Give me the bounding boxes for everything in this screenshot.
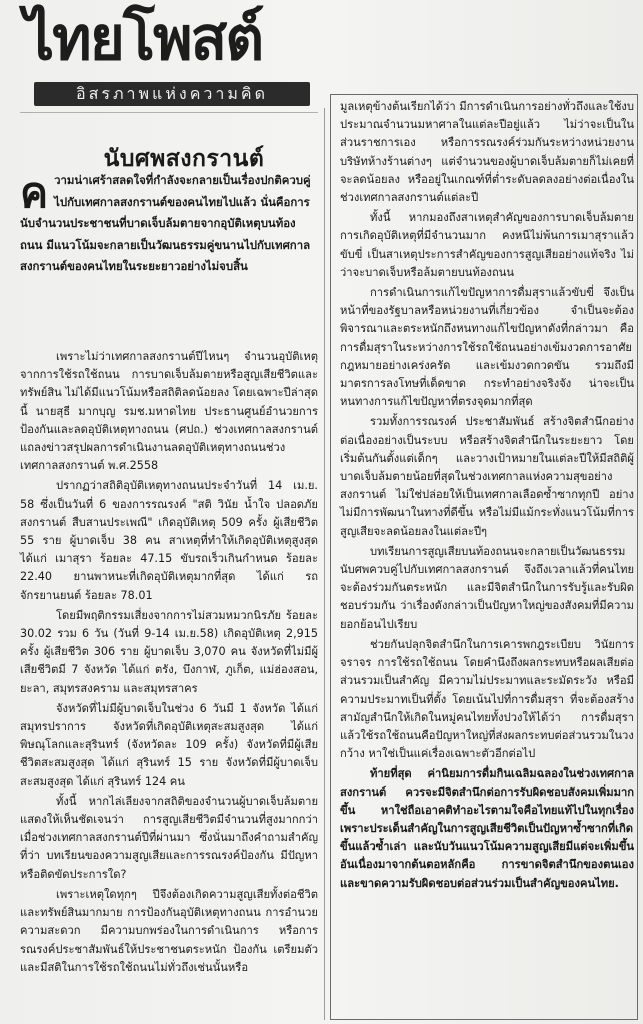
left-paragraph: ปรากฏว่าสถิติอุบัติเหตุทางถนนประจำวันที่ 14 เม.ย. 58 ซึ่งเป็นวันที่ 6 ของการรณรงค์ "สติ วินัย น้ำใจ ปลอดภัยสงกรานต์ สืบสานประเพณี" เกิดอุบัติเหตุ 509 ครั้ง ผู้เสียชีวิต 55 ราย ผู้บาดเจ็บ 38 คน สาเหตุที่ทำให้เกิดอุบัติเหตุสูงสุด ได้แก่ เมาสุรา ร้อยละ 47.15 ขับรถเร็วเกินกำหนด ร้อยละ 22.40 ยานพาหนะที่เกิดอุบัติเหตุมากที่สุด ได้แก่ รถจักรยานยนต์ ร้อยละ 78.01 bbox=[20, 479, 318, 602]
newspaper-logo: ไทยโพสต์ bbox=[24, 4, 263, 74]
right-paragraph: การดำเนินการแก้ไขปัญหาการดื่มสุราแล้วขับขี่ จึงเป็นหน้าที่ของรัฐบาลหรือหน่วยงานที่เกี่ยวข้อง จำเป็นจะต้องพิจารณาและตระหนักถึงหนทางแก้ไขปัญหาดังที่กล่าวมา คือการดื่มสุราในระหว่างการใช้รถใช้ถนนอย่างเข้มงวดการอาศัยกฎหมายอย่างเคร่งครัด และเข้มงวดกวดขัน รวมถึงมีมาตรการลงโทษที่เด็ดขาด กระทำอย่างจริงจัง น่าจะเป็นหนทางการแก้ไขปัญหาที่ตรงจุดมากที่สุด bbox=[340, 286, 634, 409]
left-paragraph: โดยมีพฤติกรรมเสี่ยงจากการไม่สวมหมวกนิรภัย ร้อยละ 30.02 รวม 6 วัน (วันที่ 9-14 เม.ย.58) เกิดอุบัติเหตุ 2,915 ครั้ง ผู้เสียชีวิต 306 ราย ผู้บาดเจ็บ 3,070 คน จังหวัดที่ไม่มีผู้เสียชีวิตมี 7 จังหวัด ได้แก่ ตรัง, บึงกาฬ, ภูเก็ต, แม่ฮ่องสอน, ยะลา, สมุทรสงคราม และสมุทรสาคร bbox=[20, 608, 318, 695]
left-paragraph: เพราะไม่ว่าเทศกาลสงกรานต์ปีไหนๆ จำนวนอุบัติเหตุจากการใช้รถใช้ถนน การบาดเจ็บล้มตายหรือสูญเสียชีวิตและทรัพย์สิน ไม่ได้มีแนวโน้มหรือสถิติลดน้อยลง โดยเฉพาะปีล่าสุดนี้ นายสุธี มากบุญ รมช.มหาดไทย ประธานศูนย์อำนวยการป้องกันและลดอุบัติเหตุทางถนน (ศปถ.) ช่วงเทศกาลสงกรานต์ แถลงข่าวสรุปผลการดำเนินงานลดอุบัติเหตุทางถนนช่วงเทศกาลสงกรานต์ พ.ศ.2558 bbox=[20, 350, 318, 473]
masthead bbox=[18, 4, 308, 106]
masthead-rule bbox=[20, 112, 318, 113]
left-paragraph: ทั้งนี้ หากไล่เลียงจากสถิติของจำนวนผู้บาดเจ็บล้มตาย แสดงให้เห็นชัดเจนว่า การสูญเสียชีวิตมีจำนวนที่สูงมากกว่าเมื่อช่วงเทศกาลสงกรานต์ปีที่ผ่านมา ซึ่งนั่นมาถึงคำถามสำคัญที่ว่า บทเรียนของความสูญเสียและการรณรงค์ป้องกัน มีปัญหาหรือติดขัดประการใด? bbox=[20, 794, 318, 881]
right-paragraph-conclusion: ท้ายที่สุด ค่านิยมการดื่มกินเฉลิมฉลองในช่วงเทศกาลสงกรานต์ ควรจะมีจิตสำนึกต่อการรับผิดชอบสังคมเพิ่มมากขึ้น หาใช่ถือเอาคติทำอะไรตามใจคือไทยแท้ไปในทุกเรื่อง เพราะประเด็นสำคัญในการสูญเสียชีวิตเป็นปัญหาซ้ำซากที่เกิดขึ้นแล้วซ้ำเล่า และนับวันแนวโน้มความสูญเสียมีแต่จะเพิ่มขึ้น อันเนื่องมาจากต้นตอหลักคือ การขาดจิตสำนึกของตนเอง และขาดความรับผิดชอบต่อส่วนร่วมเป็นสำคัญของคนไทย. bbox=[340, 767, 634, 890]
drop-cap: ค bbox=[20, 168, 49, 217]
left-column-body bbox=[20, 348, 318, 979]
right-column-body bbox=[340, 98, 634, 895]
left-paragraph: เพราะเหตุใดทุกๆ ปีจึงต้องเกิดความสูญเสียทั้งต่อชีวิตและทรัพย์สินมากมาย การป้องกันอุบัติเหตุทางถนน การอำนวยความสะดวก มีความบกพร่องในการดำเนินการ หรือการรณรงค์ประชาสัมพันธ์ให้ประชาชนตระหนัก ป้องกัน เตรียมตัว และมีสติในการใช้รถใช้ถนนไม่ทั่วถึงเช่นนั้นหรือ bbox=[20, 887, 318, 974]
lead-text: วามน่าเศร้าสลดใจที่กำลังจะกลายเป็นเรื่องปกติควบคู่ไปกับเทศกาลสงกรานต์ของคนไทยไปแล้ว นั่นคือการนับจำนวนประชาชนที่บาดเจ็บล้มตายจากอุบัติเหตุบนท้องถนน มีแนวโน้มจะกลายเป็นวัฒนธรรมคู่ขนานไปกับเทศกาลสงกรานต์ของคนไทยในระยะยาวอย่างไม่จบสิ้น bbox=[20, 173, 311, 273]
editorial-lead bbox=[20, 170, 318, 278]
right-paragraph: ช่วยกันปลุกจิตสำนึกในการเคารพกฎระเบียบ วินัยการจราจร การใช้รถใช้ถนน โดยคำนึงถึงผลกระทบหรือผลเสียต่อส่วนรวมเป็นสำคัญ มีความไม่ประมาทและระมัดระวัง หรือมีความประมาทเป็นที่ตั้ง โดยเน้นไปที่การดื่มสุรา ที่จะต้องสร้างสามัญสำนึกให้เกิดในหมู่คนไทยทั้งปวงให้ได้ว่า การดื่มสุราแล้วใช้รถใช้ถนนคือปัญหาใหญ่ที่ส่งผลกระทบต่อส่วนรวมในวงกว้าง หาใช่เป็นแค่เรื่องเฉพาะตัวอีกต่อไป bbox=[340, 637, 634, 761]
right-paragraph: มูลเหตุข้างต้นเรียกได้ว่า มีการดำเนินการอย่างทั่วถึงและใช้งบประมาณจำนวนมหาศาลในแต่ละปีอยู่แล้ว ไม่ว่าจะเป็นในส่วนราชการเอง หรือการรณรงค์ร่วมกันระหว่างหน่วยงานบริษัทห้างร้านต่างๆ แต่จำนวนของผู้บาดเจ็บล้มตายก็ไม่เคยที่จะลดน้อยลง หรืออยู่ในเกณฑ์ที่ต่ำระดับลดลงอย่างต่อเนื่องในช่วงเทศกาลสงกรานต์แต่ละปี bbox=[340, 100, 634, 205]
right-paragraph: บทเรียนการสูญเสียบนท้องถนนจะกลายเป็นวัฒนธรรมนับศพควบคู่ไปกับเทศกาลสงกรานต์ จึงถึงเวลาแล้วที่คนไทยจะต้องร่วมกันตระหนัก และมีจิตสำนึกในการรับรู้และรับผิดชอบร่วมกัน ว่าเรื่องดังกล่าวเป็นปัญหาใหญ่ของสังคมที่มีความยอกย้อนไปเรียบ bbox=[340, 544, 634, 631]
left-paragraph: จังหวัดที่ไม่มีผู้บาดเจ็บในช่วง 6 วันมี 1 จังหวัด ได้แก่ สมุทรปราการ จังหวัดที่เกิดอุบัติเหตุสะสมสูงสุด ได้แก่ พิษณุโลกและสุรินทร์ (จังหวัดละ 109 ครั้ง) จังหวัดที่มีผู้เสียชีวิตสะสมสูงสุด ได้แก่ สุรินทร์ 15 ราย จังหวัดที่มีผู้บาดเจ็บสะสมสูงสุด ได้แก่ สุรินทร์ 124 คน bbox=[20, 701, 318, 788]
right-paragraph: ทั้งนี้ หากมองถึงสาเหตุสำคัญของการบาดเจ็บล้มตาย การเกิดอุบัติเหตุที่มีจำนวนมาก คงหนีไม่พ้นการเมาสุราแล้วขับขี่ เป็นสาเหตุประการสำคัญของการสูญเสียอย่างแท้จริง ไม่ว่าจะบาดเจ็บหรือล้มตายบนท้องถนน bbox=[340, 211, 634, 279]
column-divider bbox=[324, 108, 325, 1020]
right-paragraph: รวมทั้งการรณรงค์ ประชาสัมพันธ์ สร้างจิตสำนึกอย่างต่อเนื่องอย่างเป็นระบบ หรือสร้างจิตสำนึกในระยะยาว โดยเริ่มต้นกันตั้งแต่เด็กๆ และวางเป้าหมายในแต่ละปีให้มีสถิติผู้บาดเจ็บล้มตายน้อยที่สุดในช่วงเทศกาลแห่งความสุขอย่างสงกรานต์ ไม่ใช่ปล่อยให้เป็นเทศกาลเลือดซ้ำซากทุกปี อย่างไม่มีการพัฒนาในทางที่ดีขึ้น หรือไม่มีแม้กระทั่งแนวโน้มที่การสูญเสียจะลดน้อยลงในแต่ละปีๆ bbox=[340, 415, 634, 538]
editorial-headline: นับศพสงกรานต์ bbox=[103, 146, 265, 172]
newspaper-slogan: อิสรภาพแห่งความคิด bbox=[34, 82, 310, 106]
